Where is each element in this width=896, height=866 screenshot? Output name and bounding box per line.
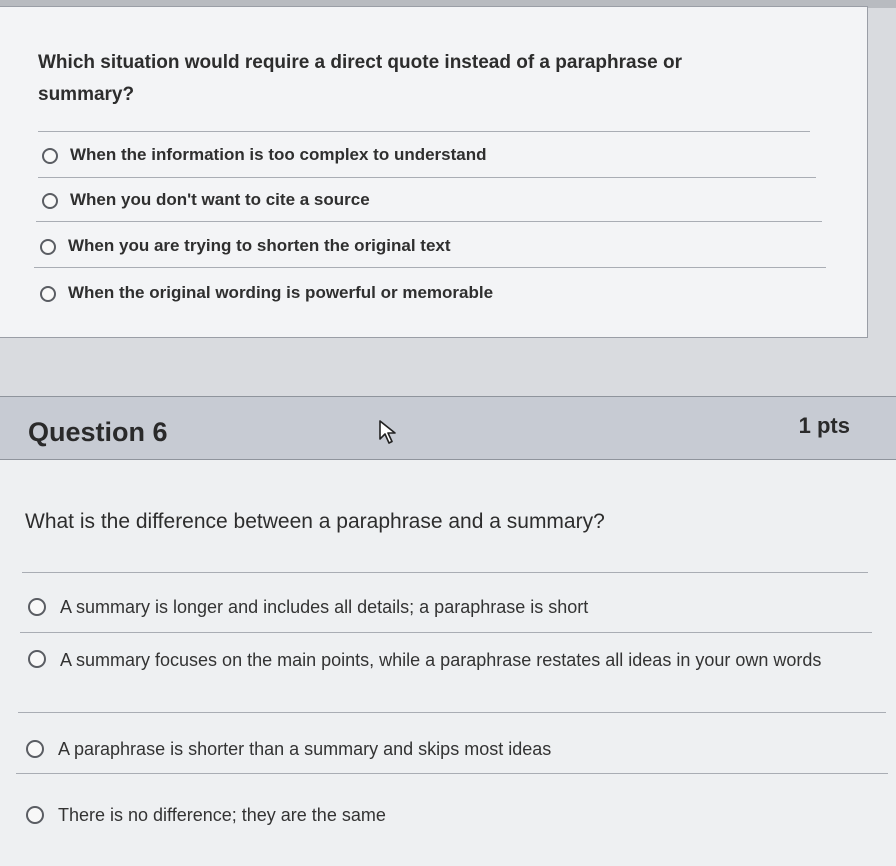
q5-answer-3-label: When you are trying to shorten the original text <box>68 236 451 255</box>
radio-button[interactable] <box>40 286 56 302</box>
q5-answer-2[interactable] <box>42 190 370 210</box>
q5-answer-1-label: When the information is too complex to understand <box>70 145 487 164</box>
q6-answer-3[interactable] <box>26 736 856 762</box>
q5-answer-4[interactable] <box>40 283 493 303</box>
q5-answer-4-label: When the original wording is powerful or memorable <box>68 283 494 302</box>
question-6-points: 1 pts <box>798 413 850 438</box>
divider <box>34 267 826 268</box>
q6-answer-4-label: There is no difference; they are the same <box>58 805 386 825</box>
radio-button[interactable] <box>28 650 46 668</box>
question-6-prompt: What is the difference between a paraphrase and a summary? <box>25 510 605 533</box>
question-5-card <box>0 6 868 338</box>
radio-button[interactable] <box>42 193 58 209</box>
q5-answer-1[interactable] <box>42 145 487 165</box>
divider <box>38 131 810 132</box>
radio-button[interactable] <box>42 148 58 164</box>
q5-answer-2-label: When you don't want to cite a source <box>70 190 370 209</box>
radio-button[interactable] <box>26 806 44 824</box>
question-6-card <box>0 460 896 866</box>
q6-answer-1-label: A summary is longer and includes all details; a paraphrase is short <box>60 597 589 617</box>
mouse-cursor-icon <box>378 419 400 445</box>
divider <box>20 632 872 633</box>
q6-answer-2-label: A summary focuses on the main points, while a paraphrase restates all ideas in your own words <box>60 650 822 670</box>
radio-button[interactable] <box>28 598 46 616</box>
divider <box>38 177 816 178</box>
radio-button[interactable] <box>40 239 56 255</box>
question-6-title: Question 6 <box>28 417 168 447</box>
q6-answer-2[interactable] <box>28 646 836 686</box>
q5-answer-3[interactable] <box>40 236 451 256</box>
divider <box>36 221 822 222</box>
question-6-header <box>0 396 896 460</box>
q6-answer-4[interactable] <box>26 802 856 828</box>
q6-answer-3-label: A paraphrase is shorter than a summary and skips most ideas <box>58 739 552 759</box>
question-5-prompt: Which situation would require a direct quote instead of a paraphrase or summary? <box>38 52 682 105</box>
divider <box>18 712 886 713</box>
q6-answer-1[interactable] <box>28 594 858 620</box>
radio-button[interactable] <box>26 740 44 758</box>
divider <box>22 572 868 573</box>
divider <box>16 773 888 774</box>
